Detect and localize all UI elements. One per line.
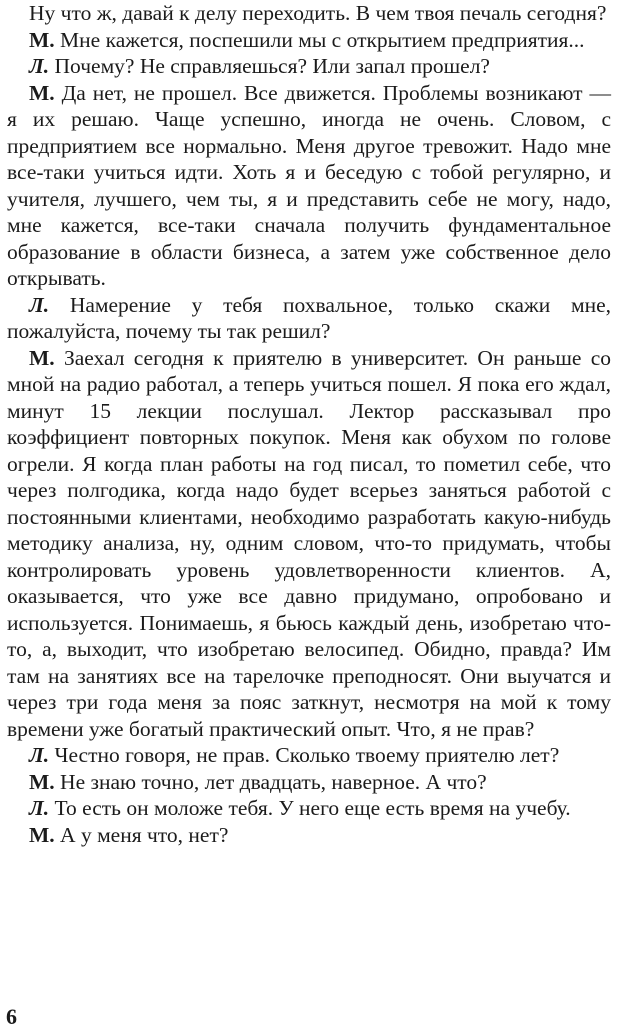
paragraph xyxy=(7,292,611,345)
paragraph xyxy=(7,27,611,54)
paragraph xyxy=(7,769,611,796)
paragraph-text: Заехал сегодня к приятелю в университет. Он раньше со мной на радио работал, а теперь учиться пошел. Я пока его ждал, минут 15 лекции послушал. Лектор рассказывал про коэффициент повторных покупок. Меня как обухом по голове огрели. Я когда план работы на год писал, то пометил себе, что через полгодика, когда надо будет всерьез заняться работой с постоянными клиентами, необходимо разработать какую-нибудь методику анализа, ну, одним словом, что-то придумать, чтобы контролировать уровень удовлетворенности клиентов. А, оказывается, что уже все давно придумано, опробовано и используется. Понимаешь, я бьюсь каждый день, изобретаю что-то, а, выходит, что изобретаю велосипед. Обидно, правда? Им там на занятиях все на тарелочке преподносят. Они выучатся и через три года меня за пояс заткнут, несмотря на мой к тому времени уже богатый практический опыт. Что, я не прав? xyxy=(7,345,611,741)
speaker-label: М. xyxy=(29,345,55,370)
speaker-label: М. xyxy=(29,769,55,794)
paragraph-text: Намерение у тебя похвальное, только скажи мне, пожалуйста, почему ты так решил? xyxy=(7,292,612,343)
paragraph xyxy=(7,345,611,743)
paragraph xyxy=(7,795,611,822)
paragraph-text: Мне кажется, поспешили мы с открытием предприятия... xyxy=(60,27,585,52)
paragraph-text: Да нет, не прошел. Все движется. Проблемы возникают — я их решаю. Чаще успешно, иногда не очень. Словом, с предприятием все нормально. Меня другое тревожит. Надо мне все-таки учиться идти. Хоть я и беседую с тобой регулярно, и учителя, лучшего, чем ты, я и представить себе не могу, надо, мне кажется, все-таки сначала получить фундаментальное образование в области бизнеса, а затем уже собственное дело открывать. xyxy=(7,80,611,290)
paragraph xyxy=(7,80,611,292)
speaker-label: М. xyxy=(29,822,55,847)
speaker-label: Л. xyxy=(29,796,50,820)
paragraph-text: Честно говоря, не прав. Сколько твоему приятелю лет? xyxy=(54,743,560,767)
speaker-label: Л. xyxy=(29,292,50,317)
paragraph xyxy=(7,742,611,769)
speaker-label: Л. xyxy=(29,743,50,767)
paragraph-text: А у меня что, нет? xyxy=(60,822,229,847)
speaker-label: М. xyxy=(29,27,55,52)
paragraph xyxy=(7,0,611,27)
paragraph-text: Не знаю точно, лет двадцать, наверное. А что? xyxy=(60,769,487,794)
paragraph-text: То есть он моложе тебя. У него еще есть время на учебу. xyxy=(54,796,571,820)
paragraph-text: Ну что ж, давай к делу переходить. В чем твоя печаль сегодня? xyxy=(29,1,607,25)
paragraph xyxy=(7,822,611,849)
speaker-label: Л. xyxy=(29,54,50,78)
page-number: 6 xyxy=(6,1004,17,1029)
paragraph xyxy=(7,53,611,80)
paragraph-text: Почему? Не справляешься? Или запал прошел? xyxy=(54,54,490,78)
dialogue-text xyxy=(7,0,611,848)
speaker-label: М. xyxy=(29,80,55,105)
